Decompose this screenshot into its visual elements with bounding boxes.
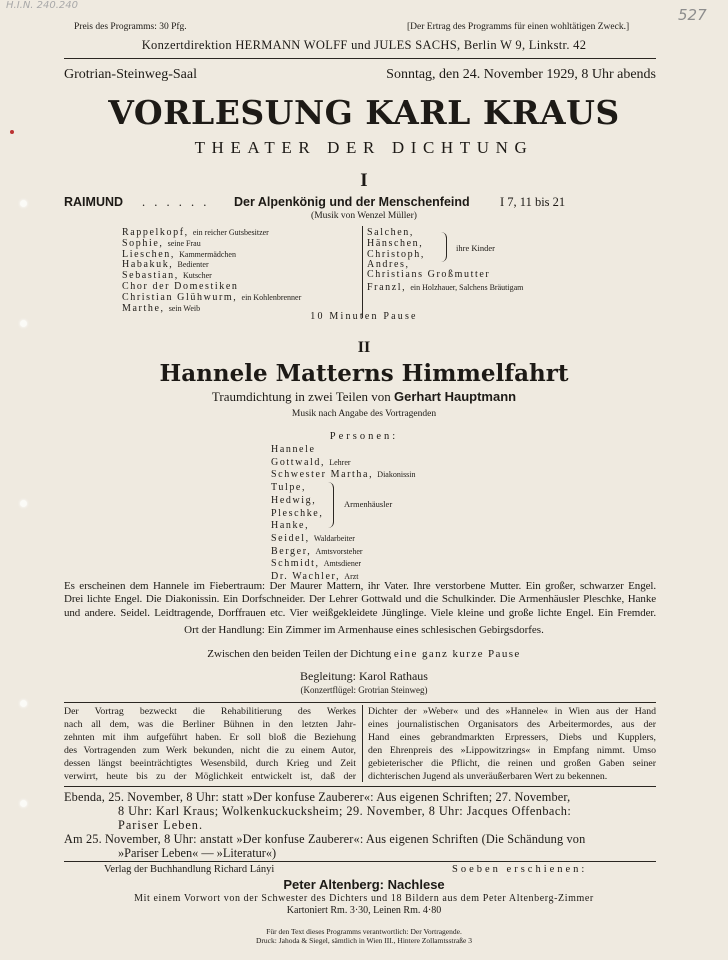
- note-line: dessen längst beeinträchtigtes Wesensbild, durch Krieg und Zeit: [64, 758, 356, 769]
- cast-member: [122, 259, 209, 270]
- book-description: Mit einem Vorwort von der Schwester des Dichters und 18 Bildern aus dem Peter Altenberg-Zimmer: [134, 893, 594, 904]
- just-published: Soeben erschienen:: [452, 864, 588, 875]
- announcement-line: Pariser Leben.: [118, 818, 204, 832]
- note-line: dichterischen Jugend als unveräußerbaren Wert zu bekennen.: [368, 771, 608, 782]
- cast-pauper: Pleschke,: [271, 507, 324, 519]
- cast-member: [271, 546, 363, 557]
- fever-line: und andere. Seidel. Leidtragende, Dorffrauen etc. Vier weißgekleidete Jünglinge. Viele kleine und große lichte Engel. Ein Fremder.: [64, 606, 656, 619]
- cast-member: [122, 238, 201, 249]
- cast-child: Hänschen,: [367, 237, 424, 249]
- note-line: eines journalistischen Organisators des Arbeitermordes, aus der: [368, 719, 656, 730]
- cast-member: [122, 270, 212, 281]
- cast-member: [122, 249, 236, 260]
- interval-note: [0, 648, 728, 660]
- cast-name: Dr. Wachler,: [271, 571, 341, 582]
- cast-member: [271, 469, 416, 480]
- cast-role: Arzt: [344, 572, 359, 581]
- cast-name: Franzl,: [367, 282, 407, 293]
- responsibility-note: Für den Text dieses Programms verantwortlich: Der Vortragende.: [266, 927, 462, 936]
- cast-name: Sebastian,: [122, 270, 179, 282]
- cast-role: Lehrer: [329, 457, 351, 467]
- fever-line: Es erscheinen dem Hannele im Fiebertraum: Der Maurer Mattern, ihr Vater. Ihre verstorbene Mutter. Ein großer, schwarzer Engel.: [64, 580, 656, 592]
- proceeds-note: [Der Ertrag des Programms für einen wohltätigen Zweck.]: [407, 22, 630, 32]
- note-line: verwirrt, heute bis zu der Möglichkeit entwickelt ist, daß der: [64, 771, 356, 782]
- leader-dots: . . . . . .: [142, 195, 210, 209]
- part-one-work: Der Alpenkönig und der Menschenfeind: [234, 195, 470, 209]
- punch-hole-mark: [20, 200, 27, 207]
- part-one-music: (Musik von Wenzel Müller): [311, 211, 417, 221]
- book-title: Peter Altenberg: Nachlese: [283, 877, 445, 892]
- note-bottom-rule: [64, 786, 656, 787]
- cast-name: Berger,: [271, 545, 312, 557]
- cast-name: Gottwald,: [271, 456, 326, 468]
- announcement-line: Ebenda, 25. November, 8 Uhr: statt »Der konfuse Zauberer«: Aus eigenen Schriften; 27. November,: [64, 790, 571, 804]
- cast-name: Marthe,: [122, 302, 165, 314]
- subtitle-text: Traumdichtung in zwei Teilen von: [211, 389, 395, 404]
- announcement-line: »Pariser Leben« — »Literatur«): [118, 846, 277, 860]
- part-one-scenes: I 7, 11 bis 21: [500, 195, 566, 209]
- cast-role: Kutscher: [182, 271, 212, 281]
- fever-line: Drei lichte Engel. Die Diakonissin. Ein Dorfschneider. Der Lehrer Gottwald und die Schulkinder. Die Armenhäusler Pleschke, Hanke: [64, 593, 656, 606]
- cast-role: ein Holzhauer, Salchens Bräutigam: [410, 283, 524, 292]
- part-two-subtitle: [0, 389, 728, 405]
- cast-name: Schwester Martha,: [271, 469, 374, 481]
- cast-role: Kammermädchen: [179, 249, 236, 259]
- note-line: Dichter der »Weber« und des »Hannele« in Wien aus der Hand: [368, 706, 656, 717]
- note-line: Der Vortrag bezweckt die Rehabilitierung des Werkes: [64, 706, 356, 717]
- part-two-music-note: Musik nach Angabe des Vortragenden: [291, 409, 437, 419]
- cast-member: [271, 558, 361, 569]
- archive-signature: H.I.N. 240.240: [6, 0, 79, 11]
- part-two-numeral: II: [357, 339, 371, 356]
- cast-role: ein Kohlenbrenner: [241, 292, 302, 302]
- piano-note: (Konzertflügel: Grotrian Steinweg): [300, 685, 428, 695]
- note-line: des Vortragenden zum Werk bekunden, nicht die zu einem Autor,: [64, 745, 356, 756]
- cast-child: Salchen,: [367, 227, 414, 238]
- header-rule: [64, 58, 656, 59]
- cast-child: Christoph,: [367, 248, 425, 260]
- cast-pauper: Hedwig,: [271, 494, 317, 506]
- cast-role: Bedienter: [177, 260, 209, 270]
- cast-role: ein reicher Gutsbesitzer: [192, 228, 269, 237]
- part-two-title: Hannele Matterns Himmelfahrt: [159, 360, 569, 387]
- announcement-line: 8 Uhr: Karl Kraus; Wolkenkuckucksheim; 29. November, 8 Uhr: Jacques Offenbach:: [118, 804, 572, 818]
- paupers-brace: [326, 482, 334, 528]
- children-brace: [438, 232, 447, 262]
- cast-role: sein Weib: [168, 303, 201, 313]
- note-line: gebieterischer die Pflicht, die reinen und großen Gaben seiner: [368, 758, 656, 769]
- note-line: Hand eines gebrandmarkten Erpressers, Diebs und Kupplers,: [368, 732, 656, 743]
- subtitle-author: Gerhart Hauptmann: [394, 389, 517, 404]
- cast-name: Rappelkopf,: [122, 227, 189, 238]
- cast-member: [122, 281, 239, 292]
- footer-rule: [64, 861, 656, 862]
- cast-role: Waldarbeiter: [313, 533, 355, 543]
- cast-role: seine Frau: [167, 238, 201, 248]
- cast-member: [122, 292, 301, 303]
- cast-member: [367, 282, 523, 293]
- note-line: den Ehrenpreis des »Lippowitzrings« in Empfang nimmt. Umso: [368, 745, 656, 756]
- setting-note: Ort der Handlung: Ein Zimmer im Armenhause eines schlesischen Gebirgsdorfes.: [184, 624, 544, 636]
- cast-name: Lieschen,: [122, 248, 175, 260]
- cast-name: Hannele: [271, 444, 316, 455]
- cast-member: [271, 457, 351, 468]
- accompaniment: Begleitung: Karol Rathaus: [300, 669, 428, 683]
- interval-text: Zwischen den beiden Teilen der Dichtung: [207, 648, 394, 660]
- cast-role: Diakonissin: [377, 470, 416, 480]
- cast-name: Christian Glühwurm,: [122, 291, 238, 303]
- note-line: zehnten mit ihm aufgeführt haben. Er soll bloß die Beziehung: [64, 732, 356, 743]
- book-price: Kartoniert Rm. 3·30, Leinen Rm. 4·80: [286, 905, 442, 916]
- cast-pauper: Hanke,: [271, 520, 310, 532]
- part-one-numeral: I: [360, 170, 368, 191]
- cast-member: [367, 269, 490, 280]
- punch-hole-mark: [20, 500, 27, 507]
- cast-member: [271, 533, 355, 544]
- publisher: Verlag der Buchhandlung Richard Lányi: [104, 864, 275, 875]
- cast-name: Christians Großmutter: [367, 269, 491, 280]
- cast-role: Amtsvorsteher: [315, 546, 363, 556]
- cast-member: [122, 227, 269, 238]
- paupers-label: Armenhäusler: [344, 499, 393, 509]
- page-title: VORLESUNG KARL KRAUS: [108, 93, 620, 132]
- note-line: nach all dem, was die Berliner Bühnen in den letzten Jahr-: [64, 719, 356, 730]
- part-one-author: RAIMUND: [64, 195, 124, 209]
- pause-note: 10 Minuten Pause: [310, 311, 418, 322]
- cast-name: Seidel,: [271, 532, 310, 544]
- cast-pauper: Tulpe,: [271, 482, 307, 494]
- printer-note: Druck: Jahoda & Siegel, sämtlich in Wien III., Hintere Zollamtsstraße 3: [256, 936, 472, 945]
- cast-name: Schmidt,: [271, 558, 320, 570]
- note-top-rule: [64, 702, 656, 703]
- cast-name: Chor der Domestiken: [122, 281, 239, 292]
- program-price: Preis des Programms: 30 Pfg.: [74, 22, 187, 32]
- punch-hole-mark: [20, 800, 27, 807]
- cast-divider: [362, 226, 363, 318]
- folio-number: 527: [678, 6, 707, 24]
- concert-agency: Konzertdirektion HERMANN WOLFF und JULES SACHS, Berlin W 9, Linkstr. 42: [141, 38, 587, 52]
- event-date: Sonntag, den 24. November 1929, 8 Uhr abends: [386, 67, 656, 82]
- cast-member: [271, 444, 316, 455]
- punch-hole-mark: [20, 700, 27, 707]
- persons-label: Personen:: [329, 431, 399, 442]
- announcement-line: Am 25. November, 8 Uhr: anstatt »Der konfuse Zauberer«: Aus eigenen Schriften (Die Schändung von: [64, 832, 586, 846]
- cast-name: Habakuk,: [122, 259, 174, 271]
- children-label: ihre Kinder: [456, 243, 495, 253]
- note-divider: [362, 705, 363, 782]
- cast-child: Andres,: [367, 259, 410, 271]
- cast-name: Sophie,: [122, 237, 164, 249]
- page-subtitle: THEATER DER DICHTUNG: [194, 138, 534, 157]
- cast-role: Amtsdiener: [323, 559, 362, 569]
- venue: Grotrian-Steinweg-Saal: [64, 67, 197, 82]
- interval-spaced: eine ganz kurze Pause: [393, 648, 521, 660]
